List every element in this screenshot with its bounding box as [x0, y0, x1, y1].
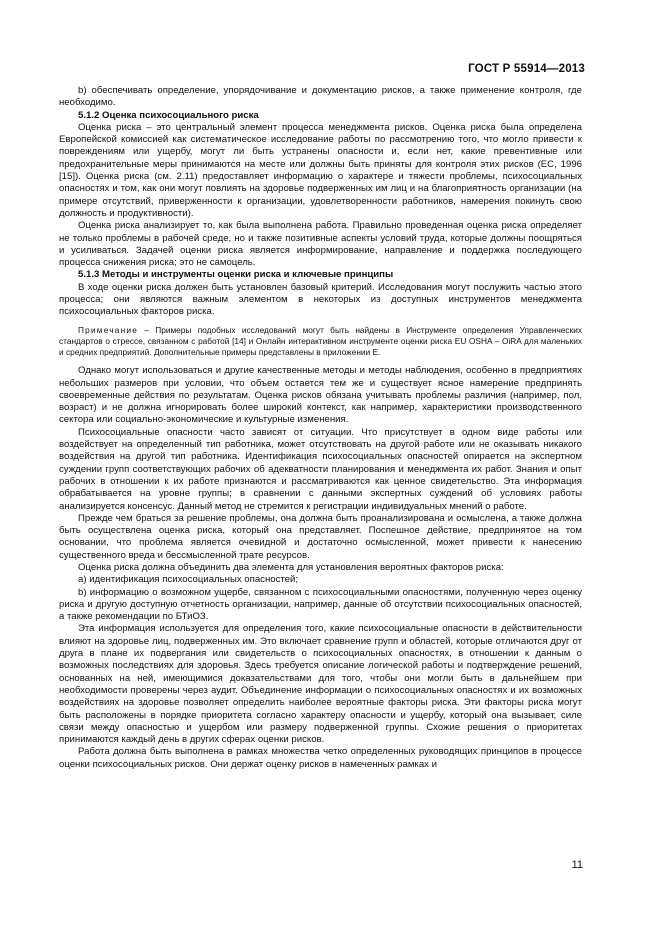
- paragraph-psychosocial-hazards: Психосоциальные опасности часто зависят от ситуации. Что присутствует в одном виде работы или воздействует на определенный тип работника, может отсутствовать на другой работе или не оказывать никакого воздействия на другой тип работника. Идентификация психосоциальных опасностей опирается на экспертном суждении групп соответствующих рабочих об адекватности планирования и менеджмента их работ. Знания и опыт рабочих в отношении к их работе признаются и рассматриваются как ценное свидетельство. Эта информация обрабатывается на уровне группы; в сравнении с данными экспертных суждений об условиях работы анализируется консенсус. Данный метод не стремится к регистрации индивидуальных мнений о работе.: [59, 426, 582, 512]
- list-item-b-intro: b) обеспечивать определение, упорядочивание и документацию рисков, а также применение контроля, где необходимо.: [59, 85, 582, 109]
- paragraph-baseline-criterion: В ходе оценки риска должен быть установлен базовый критерий. Исследования могут послужить частью этого процесса; они являются важным элементом в некоторых из доступных инструментов менеджмента психосоциальных факторов риска.: [59, 281, 582, 318]
- paragraph-information-use: Эта информация используется для определения того, какие психосоциальные опасности в действительности влияют на здоровье лиц, подверженных им. Это включает сравнение групп и областей, которые отличаются друг от друга в плане их подвергания или свидетельств о психосоциальных опасностях, в отношении к данным о возможных последствиях для здоровья. Здесь требуется описание логической работы и подтверждение решений, основанных на ней, имеющимися доказательствами для того, чтобы они могли быть в дальнейшем при необходимости проверены через аудит. Объединение информации о психосоциальных опасностях и их возможных воздействиях на здоровье позволяет определить наиболее вероятные факторы риска. Эти факторы риска могут быть расположены в порядке приоритета согласно характеру опасности и ущербу, который она вызывает, силе связи между опасностью и ущербом или размеру подверженной группы. Схожие решения о приоритетах принимаются каждый день в других сферах оценки рисков.: [59, 623, 582, 746]
- section-heading-5-1-2: 5.1.2 Оценка психосоциального риска: [78, 109, 259, 121]
- page-body: [59, 85, 582, 771]
- list-item-a: а) идентификация психосоциальных опасностей;: [78, 574, 299, 586]
- note-text: – Примеры подобных исследований могут быть найдены в Инструменте определения Управленческих стандартов о стрессе, связанном с работой [14] и Онлайн интерактивном инструменте оценки риска EU OSHA – OiRA для маленьких и средних предприятий. Дополнительные примеры представлены в приложении Е.: [59, 324, 582, 358]
- paragraph-guiding-principles: Работа должна быть выполнена в рамках множества четко определенных руководящих принципов в процессе оценки психосоциальных рисков. Они держат оценку рисков в намеченных рамках и: [59, 746, 582, 770]
- paragraph-problem-analysis: Прежде чем браться за решение проблемы, она должна быть проанализирована и осмыслена, а также должна быть осуществлена оценка риска, который она представляет. Поспешное действие, предпринятое на том основании, что проблема является очевидной и достаточно осмысленной, может привести к нанесению существенного вреда и бессмысленной трате ресурсов.: [59, 512, 582, 561]
- section-heading-5-1-3: 5.1.3 Методы и инструменты оценки риска и ключевые принципы: [78, 269, 394, 281]
- paragraph-risk-assessment-analysis: Оценка риска анализирует то, как была выполнена работа. Правильно проведенная оценка риска определяет не только проблемы в рабочей среде, но и также позитивные аспекты условий труда, которые должны поощряться и усиливаться. Задачей оценки риска является информирование, направление и поддержка последующего процесса снижения риска; это не самоцель.: [59, 220, 582, 269]
- paragraph-two-elements: Оценка риска должна объединить два элемента для установления вероятных факторов риска:: [78, 562, 504, 573]
- paragraph-risk-assessment-definition: Оценка риска – это центральный элемент процесса менеджмента рисков. Оценка риска была определена Европейской комиссией как систематическое исследование работы по рассмотрению того, что могло привести к повреждениям или ущербу, могут ли быть устранены опасности и, если нет, какие превентивные или предохранительные меры принимаются на месте или должны быть приняты для контроля этих рисков (EC, 1996 [15]). Оценка риска (см. 2.11) предоставляет информацию о характере и тяжести проблемы, психосоциальных опасностях и том, как они могут повлиять на здоровье подверженных им лиц и на благоприятность организации (на примере отсутствий, приверженности к организации, удовлетворенности работников, намерения покинуть свою должность и продуктивности).: [59, 121, 582, 219]
- list-item-b: b) информацию о возможном ущербе, связанном с психосоциальными опасностями, полученную через оценку риска и другую доступную отчетность организации, например, данные об отсутствии психосоциальных опасностей, а также рекомендации по БТиОЗ.: [59, 586, 582, 623]
- note-label: Примечание: [78, 324, 139, 335]
- standard-header: ГОСТ Р 55914—2013: [468, 63, 585, 75]
- page-number: 11: [571, 859, 583, 871]
- note-paragraph: [59, 325, 582, 359]
- paragraph-qualitative-methods: Однако могут использоваться и другие качественные методы и методы наблюдения, особенно в предприятиях небольших размеров при условии, что объем остается тем же и существует ясное намерение предпринять своевременные действия по результатам. Оценка рисков обязана учитывать проблемы различия (например, пол, возраст) и не должна игнорировать более широкий контекст, как например, характеристики производственного сектора или социально-экономические и культурные изменения.: [59, 365, 582, 426]
